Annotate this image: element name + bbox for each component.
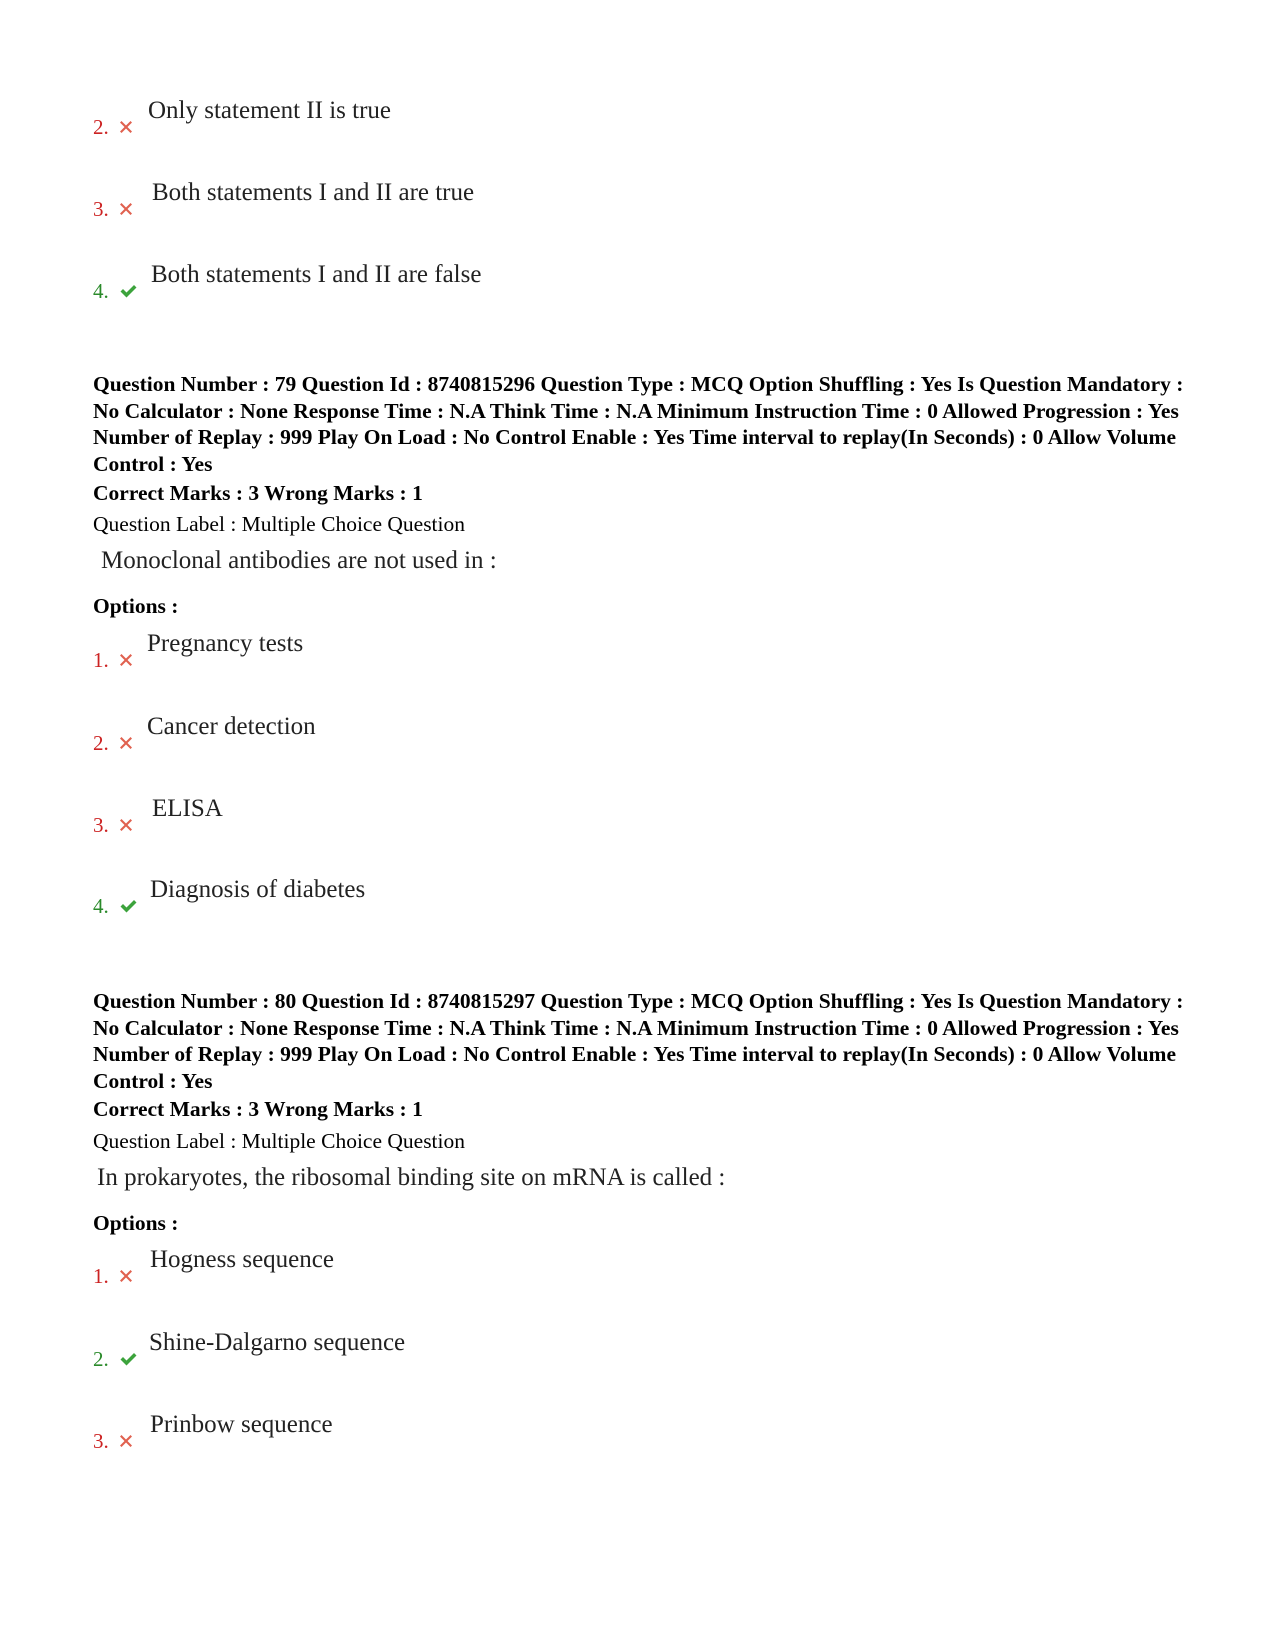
option-number: 1.: [93, 1264, 109, 1288]
question-80-meta: Question Number : 80 Question Id : 8740815297 Question Type : MCQ Option Shuffling : Yes Is Question Mandatory : No Calculator : None Response Time : N.A Think Time : N.A Minimum Instruction Time : 0 Allowed Progression : Yes Number of Replay : 999 Play On Load : No Control Enable : Yes Time interval to replay(In Seconds) : 0 Allow Volume Control : Yes: [93, 989, 1184, 1093]
cross-icon: [117, 651, 135, 669]
question-79-label: Question Label : Multiple Choice Question: [93, 512, 466, 536]
option-text: Prinbow sequence: [150, 1411, 333, 1438]
option-number: 2.: [93, 731, 109, 755]
option-text: Hogness sequence: [150, 1246, 334, 1273]
question-80-text: In prokaryotes, the ribosomal binding site on mRNA is called :: [97, 1164, 726, 1191]
option-text: ELISA: [152, 795, 223, 822]
option-text: Diagnosis of diabetes: [150, 876, 366, 903]
question-79-marks: Correct Marks : 3 Wrong Marks : 1: [93, 481, 423, 505]
question-79-meta: Question Number : 79 Question Id : 8740815296 Question Type : MCQ Option Shuffling : Yes Is Question Mandatory : No Calculator : None Response Time : N.A Think Time : N.A Minimum Instruction Time : 0 Allowed Progression : Yes Number of Replay : 999 Play On Load : No Control Enable : Yes Time interval to replay(In Seconds) : 0 Allow Volume Control : Yes: [93, 372, 1184, 476]
option-4: [93, 262, 1093, 302]
option-2: [93, 98, 1093, 138]
question-80-options-label: Options :: [93, 1211, 179, 1235]
option-number: 4.: [93, 279, 109, 303]
option-text: Cancer detection: [147, 713, 316, 740]
cross-icon: [117, 1267, 135, 1285]
option-1: [93, 631, 1093, 671]
option-3: [93, 796, 1093, 836]
option-number: 1.: [93, 648, 109, 672]
option-number: 3.: [93, 197, 109, 221]
cross-icon: [117, 200, 135, 218]
check-icon: [117, 1350, 139, 1368]
option-number: 2.: [93, 115, 109, 139]
cross-icon: [117, 816, 135, 834]
option-text: Shine-Dalgarno sequence: [149, 1329, 406, 1356]
option-3: [93, 180, 1093, 220]
option-text: Both statements I and II are true: [152, 179, 475, 206]
option-2: [93, 1330, 1093, 1370]
option-number: 3.: [93, 813, 109, 837]
option-number: 2.: [93, 1347, 109, 1371]
question-80-label: Question Label : Multiple Choice Question: [93, 1129, 466, 1153]
option-2: [93, 714, 1093, 754]
question-79-text: Monoclonal antibodies are not used in :: [101, 547, 497, 574]
option-3: [93, 1412, 1093, 1452]
question-80-marks: Correct Marks : 3 Wrong Marks : 1: [93, 1097, 423, 1121]
option-text: Both statements I and II are false: [151, 261, 482, 288]
option-text: Pregnancy tests: [147, 630, 304, 657]
option-4: [93, 877, 1093, 917]
option-number: 3.: [93, 1429, 109, 1453]
option-number: 4.: [93, 894, 109, 918]
question-79-options-label: Options :: [93, 594, 179, 618]
cross-icon: [117, 1432, 135, 1450]
option-1: [93, 1247, 1093, 1287]
cross-icon: [117, 734, 135, 752]
check-icon: [117, 282, 139, 300]
option-text: Only statement II is true: [148, 97, 391, 124]
cross-icon: [117, 118, 135, 136]
check-icon: [117, 897, 139, 915]
